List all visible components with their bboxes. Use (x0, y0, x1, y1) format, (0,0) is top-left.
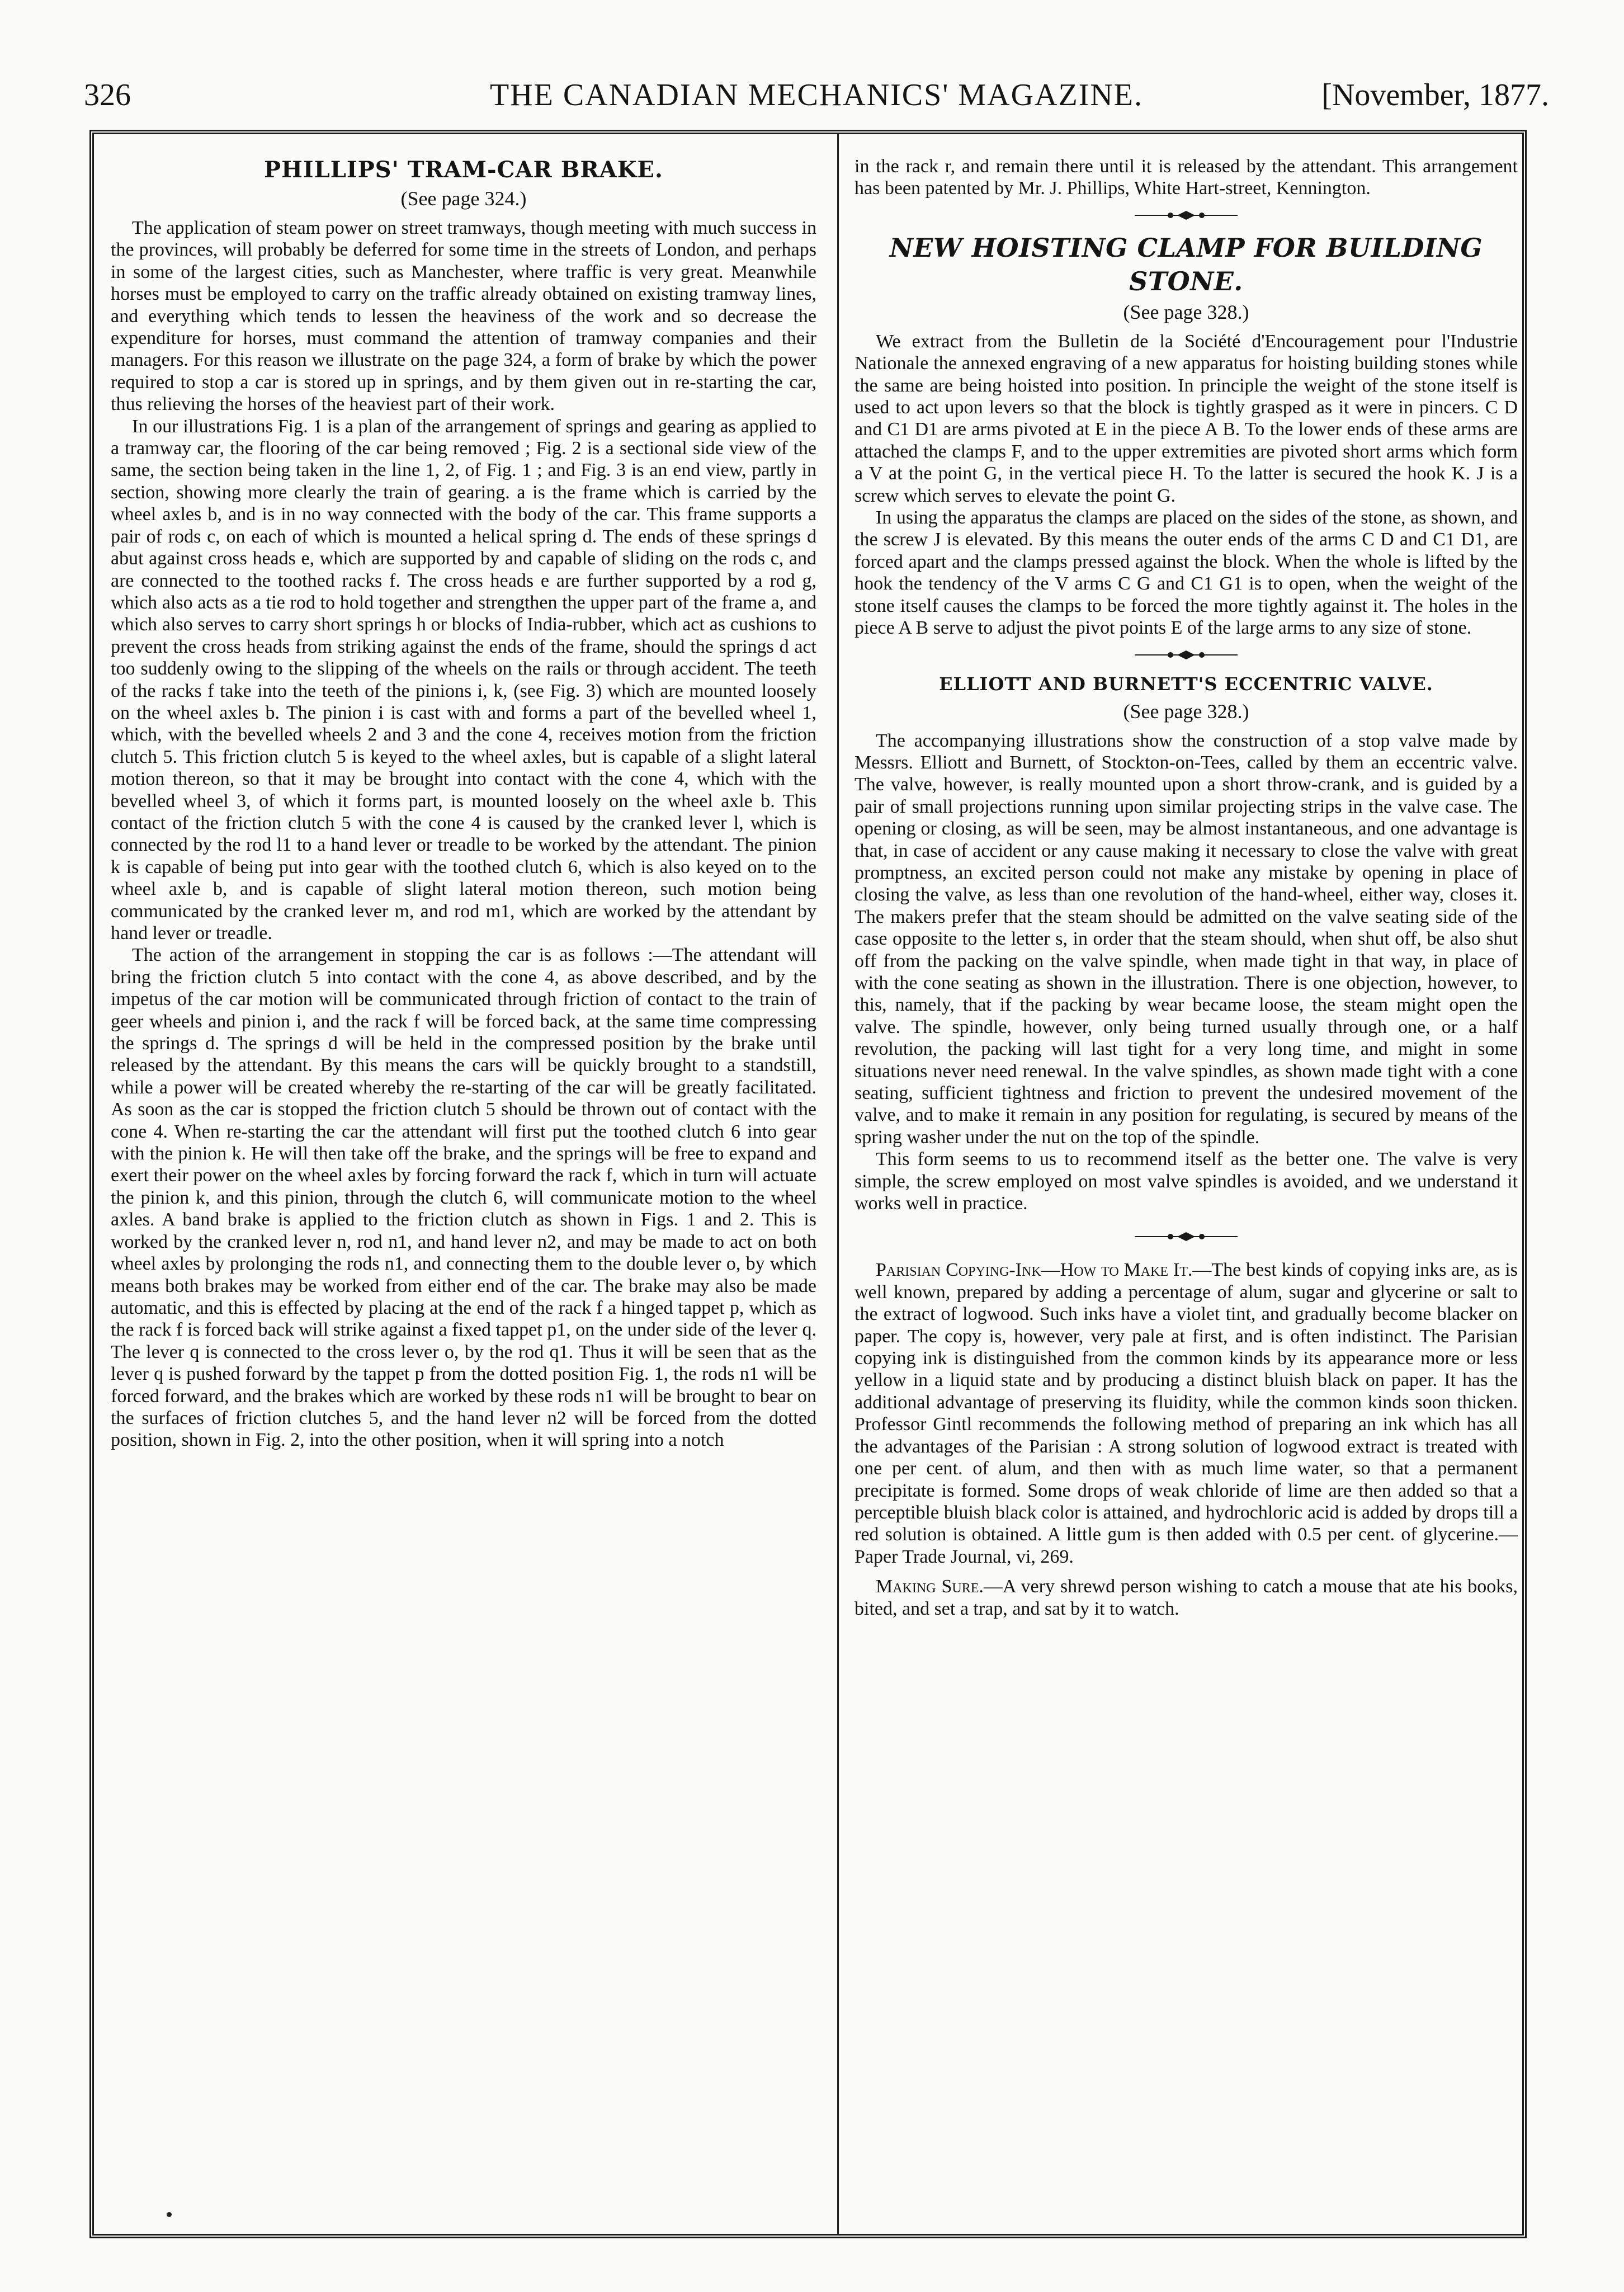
phillips-paragraph-2: In our illustrations Fig. 1 is a plan of the arrangement of springs and gearing as applied to a tramway car, the flooring of the car being removed ; Fig. 2 is a sectional side view of the same, the section being taken in the line 1, 2, of Fig. 1 ; and Fig. 3 is an end view, partly in section, showing more clearly the train of gearing. a is the frame which is carried by the wheel axles b, and is in no way connected with the body of the car. This frame supports a pair of rods c, on each of which is mounted a helical spring d. The ends of these springs d abut against cross heads e, which are supported by and capable of sliding on the rods c, and are connected to the toothed racks f. The cross heads e are further supported by a rod g, which also acts as a tie rod to hold together and strengthen the upper part of the frame a, and which also serves to carry short springs h or blocks of India-rubber, which act as cushions to prevent the cross heads from striking against the ends of the frame, should the springs d act too suddenly owing to the slipping of the wheels on the rails or through accident. The teeth of the racks f take into the teeth of the pinions i, k, (see Fig. 3) which are mounted loosely on the wheel axles b. The pinion i is cast with and forms a part of the bevelled wheel 1, which, with the bevelled wheels 2 and 3 and the cone 4, receives motion from the friction clutch 5. This friction clutch 5 is keyed to the wheel axles, but is capable of a slight lateral motion thereon, so that it may be brought into contact with the cone 4, which with the bevelled wheel 3, of which it forms part, is mounted loosely on the wheel axle b. This contact of the friction clutch 5 with the cone 4 is caused by the cranked lever l, which is connected by the rod l1 to a hand lever or treadle to be worked by the attendant. The pinion k is capable of being put into gear with the toothed clutch 6, which is also keyed on to the wheel axle b, and is capable of slight lateral motion thereon, such motion being communicated by the cranked lever m, and rod m1, which are worked by the attendant by hand lever or treadle. (111, 416, 816, 944)
making-sure-paragraph (855, 1576, 1518, 1620)
magazine-title: THE CANADIAN MECHANICS' MAGAZINE. (489, 78, 1144, 112)
article-title-hoisting: NEW HOISTING CLAMP FOR BUILDING STONE. (889, 232, 1483, 296)
hoisting-paragraph-2: In using the apparatus the clamps are placed on the sides of the stone, as shown, and the screw J is elevated. By this means the outer ends of the arms C D and C1 D1, are forced apart and the clamps pressed against the block. When the whole is lifted by the hook the tendency of the V arms C G and C1 G1 is to open, when the weight of the stone itself causes the clamps to be forced the more tightly against it. The holes in the piece A B serve to adjust the pivot points E of the large arms to any size of stone. (855, 507, 1518, 639)
ornamental-separator (855, 639, 1518, 671)
ornament-rule-icon (1130, 649, 1242, 661)
copying-ink-lead: Parisian Copying-Ink—How to Make It. (876, 1260, 1193, 1281)
ornament-rule-icon (1130, 210, 1242, 221)
valve-paragraph-1: The accompanying illustrations show the construction of a stop valve made by Messrs. Elliott and Burnett, of Stockton-on-Tees, called by them an eccentric valve. The valve, however, is really mounted upon a short throw-crank, and is guided by a pair of small projections running upon similar projecting strips in the valve case. The opening or closing, as will be seen, may be almost instantaneous, and one advantage is that, in case of accident or any cause making it necessary to close the valve with great promptness, an excited person could not make any mistake by opening in place of closing the valve, as less than one revolution of the hand-wheel, either way, closes it. The makers prefer that the steam should be admitted on the valve seating side of the case opposite to the letter s, in order that the steam should, when shut off, be also shut off from the packing on the valve spindle, when made tight in that way, in place of with the cone seating as shown in the illustration. There is one objection, however, to this, namely, that if the packing by wear became loose, the steam might open the valve. The spindle, however, only being turned usually through one, or a half revolution, the packing will last tight for a very long time, and might in some situations never need renewal. In the valve spindles, as shown made tight with a cone seating, sufficient tightness and friction to prevent the undesired movement of the valve, and to make it remain in any position for regulating, is secured by means of the spring washer under the nut on the top of the spindle. (855, 730, 1518, 1148)
making-sure-text: —A very shrewd person wishing to catch a mouse that ate his books, bited, and set a trap, and sat by it to watch. (855, 1576, 1518, 1619)
see-page-phillips: (See page 324.) (400, 187, 527, 210)
right-column (855, 155, 1518, 2225)
making-sure-lead: Making Sure. (876, 1576, 984, 1597)
issue-date: [November, 1877. (1321, 78, 1549, 112)
article-title-phillips: PHILLIPS' TRAM-CAR BRAKE. (264, 157, 663, 183)
ornamental-separator (855, 1214, 1518, 1259)
see-page-valve: (See page 328.) (1123, 700, 1249, 723)
see-page-hoisting: (See page 328.) (1123, 300, 1249, 323)
phillips-continuation: in the rack r, and remain there until it is released by the attendant. This arrangement has been patented by Mr. J. Phillips, White Hart-street, Kennington. (855, 156, 1518, 199)
phillips-paragraph-1: The application of steam power on street tramways, though meeting with much success in the provinces, will probably be deferred for some time in the streets of London, and perhaps in some of the largest cities, such as Manchester, where traffic is very great. Meanwhile horses must be employed to carry on the traffic already obtained on existing tramway lines, and everything which tends to lessen the heaviness of the work and so decrease the expenditure for horses, must command the attention of tramway companies and their managers. For this reason we illustrate on the page 324, a form of brake by which the power required to stop a car is stored up in springs, and by them given out in re-starting the car, thus relieving the horses of the heaviest part of their work. (111, 218, 816, 415)
hoisting-paragraph-1: We extract from the Bulletin de la Société d'Encouragement pour l'Industrie Nationale the annexed engraving of a new apparatus for hoisting building stones while the same are being hoisted into position. In principle the weight of the stone itself is used to act upon levers so that the block is tightly grasped as it were in pincers. C D and C1 D1 are arms pivoted at E in the piece A B. To the lower ends of these arms are attached the clamps F, and to the upper extremities are pivoted short arms which form a V at the point G, in the vertical piece H. To the latter is secured the hook K. J is a screw which serves to elevate the point G. (855, 331, 1518, 506)
page-number: 326 (84, 78, 131, 112)
copying-ink-text: —The best kinds of copying inks are, as is well known, prepared by adding a percentage of alum, sugar and glycerine or salt to the extract of logwood. Such inks have a violet tint, and gradually become blacker on paper. The copy is, however, very pale at first, and is often indistinct. The Parisian copying ink is distinguished from the common kinds by its appearance more or less yellow in a liquid state and by producing a distinct bluish black on paper. It has the additional advantage of preserving its fluidity, while the common kinds soon thicken. Professor Gintl recommends the following method of preparing an ink which has all the advantages of the Parisian : A strong solution of logwood extract is treated with one per cent. of alum, and then with as much lime water, so that a permanent precipitate is formed. Some drops of weak chloride of lime are then added so that a perceptible bluish black color is attained, and hydrochloric acid is added by drops till a red solution is obtained. A little gum is then added with 0.5 per cent. of glycerine.—Paper Trade Journal, vi, 269. (855, 1260, 1518, 1567)
ornament-rule-icon (1130, 1231, 1242, 1242)
phillips-paragraph-3: The action of the arrangement in stopping the car is as follows :—The attendant will bring the friction clutch 5 into contact with the cone 4, as above described, and by the impetus of the car motion will be communicated through friction of contact to the train of geer wheels and pinion i, and the rack f will be forced back, at the same time compressing the springs d. The springs d will be held in the compressed position by the brake until released by the attendant. By this means the cars will be quickly brought to a standstill, while a power will be created whereby the re-starting of the car will be greatly facilitated. As soon as the car is stopped the friction clutch 5 should be thrown out of contact with the cone 4. When re-starting the car the attendant will first put the toothed clutch 6 into gear with the pinion k. He will then take off the brake, and the springs will be free to expand and exert their power on the wheel axles by forcing forward the rack f, which in turn will actuate the pinion k, and this pinion, through the clutch 6, will communicate motion to the wheel axles. A band brake is applied to the friction clutch as shown in Figs. 1 and 2. This is worked by the cranked lever n, rod n1, and hand lever n2, and may be made to act on both wheel axles by prolonging the rods n1, and connecting them to the double lever o, by which means both brakes may be worked from either end of the car. The brake may also be made automatic, and this is effected by placing at the end of the rack f a hinged tappet p, which as the rack f is forced back will strike against a fixed tappet p1, on the under side of the lever q. The lever q is connected to the cross lever o, by the rod q1. Thus it will be seen that as the lever q is pushed forward by the tappet p from the dotted position Fig. 1, the rods n1 will be forced forward, and the brakes which are worked by these rods n1 will be brought to bear on the surfaces of friction clutches 5, and the hand lever n2 will be forced from the dotted position, shown in Fig. 2, into the other position, when it will spring into a notch (111, 945, 816, 1451)
printer-mark (167, 2212, 172, 2217)
valve-paragraph-2: This form seems to us to recommend itself as the better one. The valve is very simple, the screw employed on most valve spindles is avoided, and we understand it works well in practice. (855, 1149, 1518, 1214)
copying-ink-paragraph (855, 1259, 1518, 1568)
column-divider (837, 134, 839, 2234)
left-column (111, 155, 816, 2225)
running-head (84, 73, 1549, 117)
ornamental-separator (855, 200, 1518, 231)
article-title-valve: ELLIOTT AND BURNETT'S ECCENTRIC VALVE. (939, 673, 1433, 695)
